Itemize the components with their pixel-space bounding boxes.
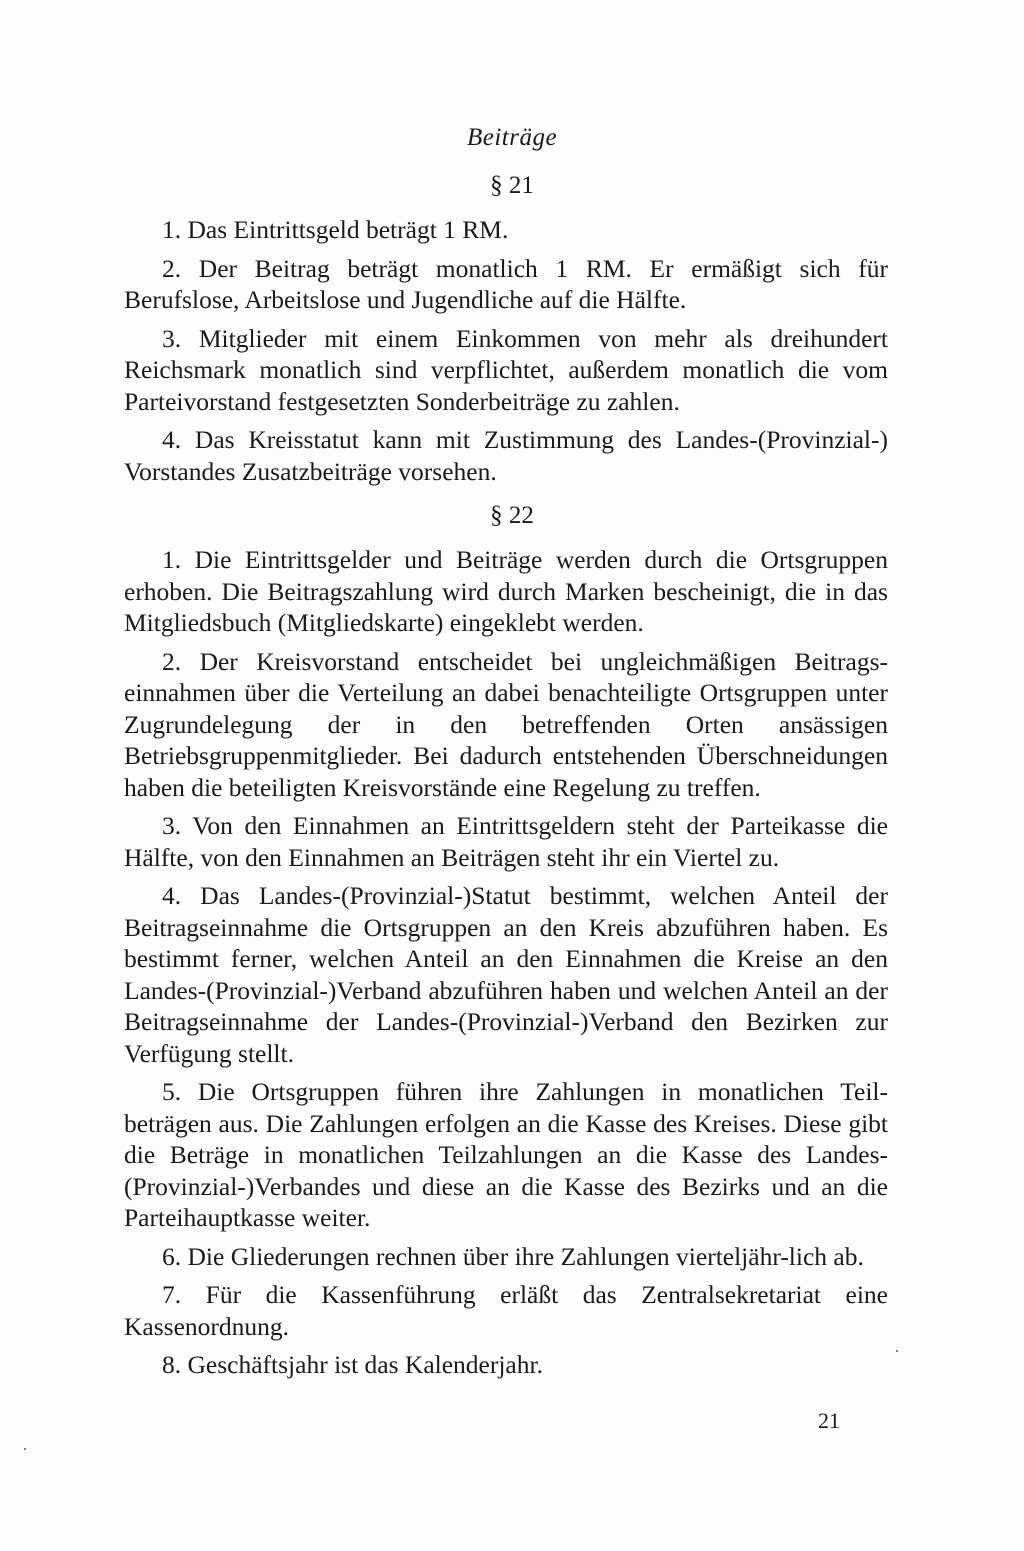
section-heading: Beiträge: [466, 124, 558, 151]
paragraph: 7. Für die Kassenführung erläßt das Zentralsekretariat eine Kassenordnung.: [124, 1280, 888, 1341]
paragraph: 8. Geschäftsjahr ist das Kalenderjahr.: [162, 1350, 543, 1379]
paragraph: 1. Das Eintrittsgeld beträgt 1 RM.: [162, 215, 509, 244]
paragraph: 6. Die Gliederungen rechnen über ihre Zahlungen vierteljähr-lich ab.: [162, 1241, 864, 1271]
section-22-body: [124, 544, 888, 1388]
section-sign-22: § 22: [490, 502, 534, 529]
paper-speck: [24, 1448, 26, 1450]
page-number: 21: [818, 1408, 840, 1433]
paragraph: 1. Die Eintrittsgelder und Beiträge werden durch die Ortsgruppen erhoben. Die Beitragszahlung wird durch Marken bescheinigt, die in das Mitgliedsbuch (Mitgliedskarte) eingeklebt werden.: [124, 545, 888, 637]
paragraph: 4. Das Kreisstatut kann mit Zustimmung des Landes-(Provinzial-) Vorstandes Zusatzbeiträge vorsehen.: [124, 425, 888, 486]
paper-speck: [896, 1350, 898, 1352]
paragraph: 3. Mitglieder mit einem Einkommen von mehr als dreihundert Reichsmark monatlich sind verpflichtet, außerdem monatlich die vom Parteivorstand festgesetzten Sonderbeiträge zu zahlen.: [124, 323, 888, 416]
section-21-body: [124, 214, 888, 494]
paragraph: 4. Das Landes-(Provinzial-)Statut bestimmt, welchen Anteil der Beitragseinnahme die Ortsgruppen an den Kreis abzuführen haben. Es bestimmt ferner, welchen Anteil an den Einnahmen die Kreise an den Landes-(Provinzial-)Verband abzuführen haben und welchen Anteil an der Beitragseinnahme der Landes-(Provinzial-)Verband den Bezirken zur Verfügung stellt.: [124, 881, 888, 1068]
paragraph: 2. Der Kreisvorstand entscheidet bei ungleichmäßigen Beitrags-einnahmen über die Verteilung an dabei benachteiligte Ortsgruppen unter Zugrundelegung der in den betreffenden Orten ansässigen Betriebsgruppenmitglieder. Bei dadurch entstehenden Überschneidungen haben die beteiligten Kreisvorstände eine Regelung zu treffen.: [124, 646, 888, 802]
paragraph: 5. Die Ortsgruppen führen ihre Zahlungen in monatlichen Teil-beträgen aus. Die Zahlungen erfolgen an die Kasse des Kreises. Diese gibt die Beträge in monatlichen Teilzahlungen an die Kasse des Landes-(Provinzial-)Verbandes und diese an die Kasse des Bezirks und an die Parteihauptkasse weiter.: [124, 1077, 888, 1232]
paragraph: 2. Der Beitrag beträgt monatlich 1 RM. Er ermäßigt sich für Berufslose, Arbeitslose und Jugendliche auf die Hälfte.: [124, 253, 888, 314]
section-sign-21: § 21: [490, 172, 534, 199]
paragraph: 3. Von den Einnahmen an Eintrittsgeldern steht der Parteikasse die Hälfte, von den Einnahmen an Beiträgen steht ihr ein Viertel zu.: [124, 811, 888, 872]
